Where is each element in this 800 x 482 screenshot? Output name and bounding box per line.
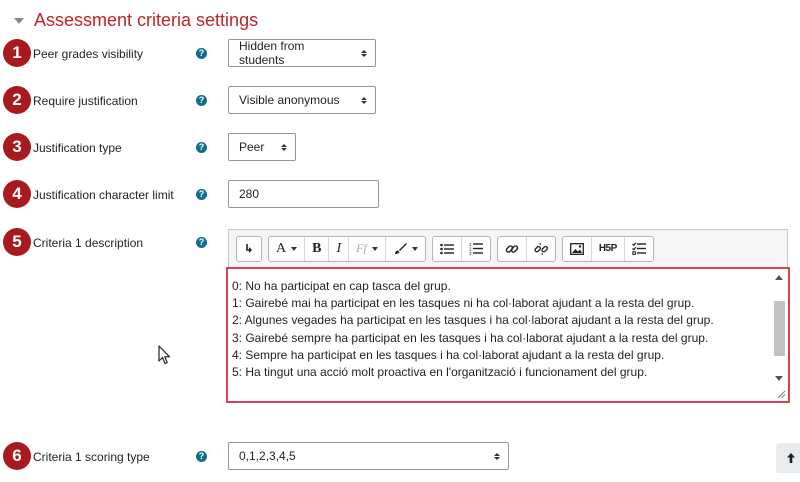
question-circle-icon[interactable]: ? <box>196 189 207 200</box>
field-label: Criteria 1 description <box>33 236 144 250</box>
paragraph-styles-button[interactable] <box>269 237 305 261</box>
field-label: Criteria 1 scoring type <box>33 450 150 464</box>
field-peer-grades-visibility <box>0 39 800 69</box>
select-arrows-icon <box>361 97 367 104</box>
editor-line: 1: Gairebé mai ha participat en les tasques ni ha col·laborat ajudant a la resta del grup. <box>232 296 695 311</box>
bold-button[interactable]: B <box>305 237 329 261</box>
select-value: Visible anonymous <box>239 93 340 107</box>
field-require-justification <box>0 86 800 116</box>
scroll-down-icon[interactable] <box>775 376 783 381</box>
select-arrows-icon <box>361 50 367 57</box>
section-title: Assessment criteria settings <box>34 9 259 30</box>
step-badge: 1 <box>3 39 31 67</box>
question-circle-icon[interactable]: ? <box>196 237 207 248</box>
mouse-pointer-icon <box>158 345 172 365</box>
scroll-up-icon[interactable] <box>775 275 783 280</box>
svg-text:2: 2 <box>468 246 472 252</box>
select-arrows-icon <box>281 144 287 151</box>
criteria1-description-editor[interactable] <box>226 267 790 403</box>
select-value: Peer <box>239 140 265 154</box>
unordered-list-button[interactable] <box>433 237 462 261</box>
checklist-icon <box>632 242 646 255</box>
italic-button[interactable]: I <box>329 237 349 261</box>
link-icon <box>505 242 519 256</box>
ordered-list-button[interactable] <box>462 237 490 261</box>
field-label: Peer grades visibility <box>33 47 144 61</box>
show-more-buttons-icon[interactable] <box>237 237 261 261</box>
question-circle-icon[interactable]: ? <box>196 142 207 153</box>
field-label: Require justification <box>33 94 138 108</box>
paintbrush-icon <box>393 242 407 256</box>
image-icon <box>570 243 584 255</box>
unlink-button[interactable] <box>527 237 555 261</box>
peer-grades-visibility-select[interactable] <box>228 39 376 67</box>
insert-image-button[interactable] <box>563 237 592 261</box>
step-badge: 4 <box>3 180 31 208</box>
justification-char-limit-input[interactable]: 280 <box>228 180 379 208</box>
font-family-button[interactable] <box>349 237 386 261</box>
require-justification-select[interactable] <box>228 86 376 114</box>
question-circle-icon[interactable]: ? <box>196 95 207 106</box>
editor-content <box>232 278 714 381</box>
editor-line: 5: Ha tingut una acció molt proactiva en l'organització i funcionament del grup. <box>232 365 648 380</box>
select-value: 0,1,2,3,4,5 <box>239 449 296 463</box>
toolbar-group-style <box>268 236 426 262</box>
editor-line: 3: Gairebé sempre ha participat en les tasques i ha col·laborat ajudant a la resta del grup. <box>232 330 709 345</box>
scrollbar-thumb[interactable] <box>774 301 785 356</box>
step-badge: 3 <box>3 133 31 161</box>
toolbar-group-expand <box>236 236 262 262</box>
link-button[interactable] <box>498 237 527 261</box>
field-criteria1-scoring-type <box>0 442 800 472</box>
resize-handle-icon[interactable] <box>776 389 786 399</box>
criteria1-scoring-type-select[interactable] <box>228 442 509 470</box>
caret-down-icon[interactable] <box>14 18 24 24</box>
justification-type-select[interactable] <box>228 133 296 161</box>
step-badge: 5 <box>3 228 31 256</box>
checklist-button[interactable] <box>625 237 653 261</box>
editor-scrollbar[interactable] <box>772 271 786 383</box>
ordered-list-icon <box>469 242 483 255</box>
toolbar-group-media <box>562 236 654 262</box>
select-arrows-icon <box>494 453 500 460</box>
toolbar-group-links <box>497 236 556 262</box>
editor-toolbar <box>228 229 788 267</box>
section-header[interactable] <box>14 8 258 32</box>
select-value: Hidden from students <box>239 39 305 67</box>
step-badge: 2 <box>3 86 31 114</box>
arrow-up-icon <box>786 452 796 464</box>
back-to-top-button[interactable] <box>776 443 800 473</box>
question-circle-icon[interactable]: ? <box>196 48 207 59</box>
svg-text:1: 1 <box>468 242 472 247</box>
toolbar-group-lists <box>432 236 491 262</box>
insert-h5p-button[interactable]: H5P <box>592 237 625 261</box>
unordered-list-icon <box>440 243 454 255</box>
svg-text:3: 3 <box>468 251 472 255</box>
field-justification-char-limit <box>0 180 800 210</box>
field-justification-type <box>0 133 800 163</box>
question-circle-icon[interactable]: ? <box>196 451 207 462</box>
field-label: Justification type <box>33 141 122 155</box>
step-badge: 6 <box>3 442 31 470</box>
editor-line: 4: Sempre ha participat en les tasques i ha col·laborat ajudant a la resta del grup. <box>232 347 665 362</box>
font-color-button[interactable] <box>386 237 425 261</box>
unlink-icon <box>534 242 548 256</box>
font-label: A <box>276 240 287 256</box>
editor-line: 2: Algunes vegades ha participat en les tasques i ha col·laborat ajudant a la resta del grup. <box>232 313 714 328</box>
field-label: Justification character limit <box>33 188 174 202</box>
editor-line: 0: No ha participat en cap tasca del grup. <box>232 279 451 293</box>
font-family-label: Ff <box>356 241 367 255</box>
